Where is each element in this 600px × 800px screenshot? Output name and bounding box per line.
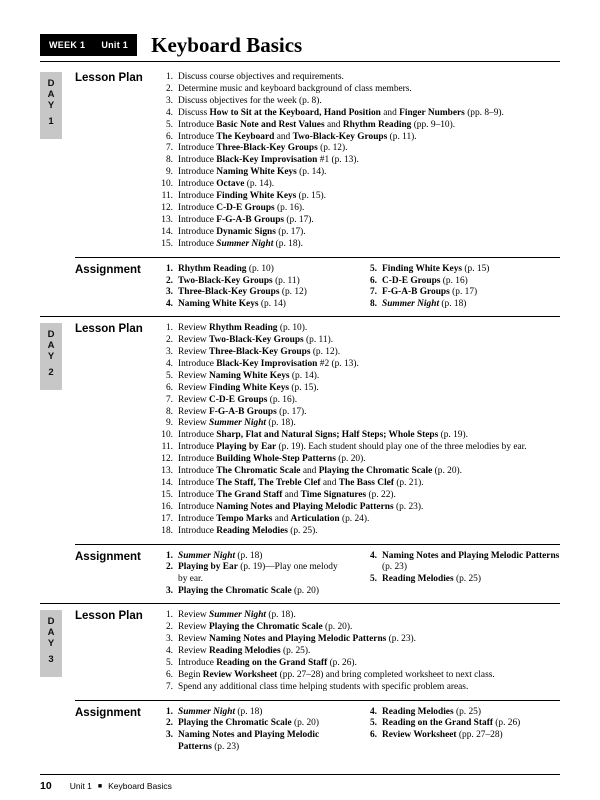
item-number: 6. [369, 730, 377, 741]
item-text: Introduce Black-Key Improvisation #1 (p. 13). [178, 155, 359, 166]
day-divider [40, 316, 560, 317]
item-number: 5. [165, 657, 173, 668]
item-number: 5. [369, 718, 377, 729]
item-text: Review Naming White Keys (p. 14). [178, 370, 320, 381]
item-number: 3. [165, 633, 173, 644]
item-number: 7. [165, 143, 173, 154]
item-number: 8. [165, 155, 173, 166]
assignment-item [157, 562, 349, 586]
item-text: Introduce Building Whole-Step Patterns (p. 20). [178, 454, 366, 465]
lesson-item [157, 132, 560, 144]
lesson-item [157, 72, 560, 84]
item-number: 5. [369, 263, 377, 274]
item-number: 4. [369, 706, 377, 717]
lesson-item [157, 610, 560, 622]
week-label: WEEK 1 [49, 40, 86, 50]
item-text: Naming Notes and Playing Melodic Patterns (p. 23) [178, 730, 320, 753]
lesson-item [157, 395, 560, 407]
item-text: Naming White Keys (p. 14) [178, 299, 286, 310]
item-number: 2. [165, 622, 173, 633]
item-number: 11. [161, 191, 173, 202]
item-text: Introduce Sharp, Flat and Natural Signs; Half Steps; Whole Steps (p. 19). [178, 430, 468, 441]
item-text: Review Rhythm Reading (p. 10). [178, 323, 308, 334]
item-number: 1. [165, 323, 173, 334]
assignment-columns [157, 551, 560, 599]
item-number: 17. [161, 513, 173, 524]
page-number: 10 [40, 780, 52, 792]
item-number: 6. [165, 669, 173, 680]
item-number: 9. [165, 418, 173, 429]
item-number: 3. [165, 95, 173, 106]
item-number: 3. [165, 586, 173, 597]
lesson-item [157, 371, 560, 383]
item-number: 7. [369, 287, 377, 298]
lesson-item [157, 430, 560, 442]
lesson-item [157, 203, 560, 215]
item-text: Introduce Dynamic Signs (p. 17). [178, 226, 306, 237]
assignment-columns [157, 264, 560, 312]
assignment-divider [75, 257, 560, 258]
item-text: C-D-E Groups (p. 16) [382, 275, 468, 286]
item-number: 7. [165, 394, 173, 405]
assignment-item [157, 718, 349, 730]
lesson-item [157, 179, 560, 191]
item-text: Introduce Three-Black-Key Groups (p. 12). [178, 143, 348, 154]
assignment-item [157, 299, 349, 311]
item-number: 5. [165, 119, 173, 130]
item-number: 8. [369, 299, 377, 310]
item-text: Introduce The Staff, The Treble Clef and The Bass Clef (p. 21). [178, 478, 424, 488]
item-text: Review F-G-A-B Groups (p. 17). [178, 406, 307, 417]
item-number: 4. [369, 550, 377, 561]
assignment-item [157, 264, 349, 276]
lesson-item [157, 454, 560, 466]
item-text: Review Summer Night (p. 18). [178, 418, 296, 429]
lesson-item [157, 108, 560, 120]
item-text: Rhythm Reading (p. 10) [178, 263, 274, 274]
item-text: Begin Review Worksheet (pp. 27–28) and bring completed worksheet to next class. [178, 669, 495, 680]
day-label-bar: D A Y 1 [40, 72, 62, 139]
lesson-item [157, 191, 560, 203]
item-number: 4. [165, 358, 173, 369]
assignment-item [361, 718, 560, 730]
item-number: 4. [165, 299, 173, 310]
assignment-item [157, 276, 349, 288]
item-text: Introduce Basic Note and Rest Values and Rhythm Reading (pp. 9–10). [178, 119, 456, 130]
lesson-item [157, 682, 560, 694]
lesson-item [157, 442, 560, 454]
item-text: Review Reading Melodies (p. 25). [178, 645, 311, 656]
assignment-item [361, 551, 560, 575]
assignment-item [361, 276, 560, 288]
lesson-item [157, 646, 560, 658]
day-content [75, 72, 560, 311]
unit-label: Unit 1 [101, 40, 129, 50]
assignment-heading: Assignment [75, 706, 141, 719]
item-number: 3. [165, 347, 173, 358]
lesson-item [157, 167, 560, 179]
assignment-heading: Assignment [75, 550, 141, 563]
item-text: Playing by Ear (p. 19)—Play one melody by ear. [178, 562, 338, 585]
item-number: 4. [165, 107, 173, 118]
item-text: Two-Black-Key Groups (p. 11) [178, 275, 300, 286]
item-number: 5. [165, 370, 173, 381]
assignment-item [361, 299, 560, 311]
assignment-list-right [361, 707, 560, 755]
item-text: Review Finding White Keys (p. 15). [178, 382, 319, 393]
lesson-item [157, 155, 560, 167]
day-content [75, 610, 560, 754]
days-container [40, 72, 560, 754]
assignment-divider [75, 700, 560, 701]
item-text: Introduce Black-Key Improvisation #2 (p. 13). [178, 358, 359, 369]
item-number: 1. [165, 72, 173, 82]
item-number: 5. [369, 574, 377, 585]
item-number: 1. [165, 550, 173, 561]
item-number: 12. [161, 454, 173, 465]
item-text: Discuss How to Sit at the Keyboard, Hand Position and Finger Numbers (pp. 8–9). [178, 107, 504, 118]
item-text: Finding White Keys (p. 15) [382, 263, 490, 274]
item-text: Summer Night (p. 18) [178, 550, 263, 561]
day-section [40, 323, 560, 598]
item-text: Reading Melodies (p. 25) [382, 574, 481, 585]
item-number: 7. [165, 681, 173, 692]
day-section [40, 72, 560, 311]
lesson-item [157, 634, 560, 646]
footer-title: Keyboard Basics [108, 781, 172, 791]
item-text: Introduce Naming White Keys (p. 14). [178, 167, 327, 178]
item-number: 14. [161, 226, 173, 237]
item-text: Playing the Chromatic Scale (p. 20) [178, 586, 319, 597]
item-number: 10. [161, 179, 173, 190]
day-label-bar: D A Y 2 [40, 323, 62, 390]
assignment-list-right [361, 264, 560, 312]
item-number: 10. [161, 430, 173, 441]
item-text: Introduce Naming Notes and Playing Melodic Patterns (p. 23). [178, 501, 424, 512]
item-text: Review Playing the Chromatic Scale (p. 20). [178, 622, 353, 633]
item-number: 6. [165, 131, 173, 142]
week-unit-badge [40, 34, 137, 56]
item-text: Playing the Chromatic Scale (p. 20) [178, 718, 319, 729]
item-text: Introduce Reading on the Grand Staff (p. 26). [178, 657, 357, 668]
lesson-plan-list [157, 72, 560, 251]
item-number: 3. [165, 287, 173, 298]
assignment-list-left [157, 551, 349, 599]
assignment-row [75, 707, 560, 755]
page-header [40, 34, 560, 56]
item-text: Introduce The Chromatic Scale and Playing the Chromatic Scale (p. 20). [178, 466, 463, 477]
assignment-item [361, 574, 560, 586]
assignment-heading: Assignment [75, 263, 141, 276]
item-text: Review C-D-E Groups (p. 16). [178, 394, 298, 405]
item-text: Introduce Summer Night (p. 18). [178, 238, 303, 249]
item-number: 6. [369, 275, 377, 286]
lesson-plan-row [75, 610, 560, 693]
lesson-plan-list [157, 610, 560, 693]
item-number: 9. [165, 167, 173, 178]
lesson-plan-list [157, 323, 560, 537]
item-text: Introduce Playing by Ear (p. 19). Each student should play one of the three melodies by ear. [178, 442, 527, 453]
lesson-item [157, 359, 560, 371]
item-text: Summer Night (p. 18) [178, 706, 263, 717]
lesson-item [157, 502, 560, 514]
lesson-item [157, 670, 560, 682]
item-text: Introduce C-D-E Groups (p. 16). [178, 202, 305, 213]
lesson-item [157, 622, 560, 634]
item-number: 1. [165, 610, 173, 621]
item-number: 12. [161, 202, 173, 213]
lesson-item [157, 84, 560, 96]
lesson-item [157, 490, 560, 502]
footer-rule [40, 774, 560, 775]
item-number: 14. [161, 478, 173, 488]
item-number: 15. [161, 238, 173, 249]
item-text: Introduce The Grand Staff and Time Signatures (p. 22). [178, 489, 396, 500]
item-text: Introduce Tempo Marks and Articulation (p. 24). [178, 513, 370, 524]
footer-unit: Unit 1 [69, 781, 92, 791]
lesson-item [157, 383, 560, 395]
assignment-item [361, 287, 560, 299]
assignment-item [157, 707, 349, 719]
page-footer [40, 774, 560, 792]
lesson-item [157, 658, 560, 670]
lesson-plan-heading: Lesson Plan [75, 72, 143, 84]
item-number: 4. [165, 645, 173, 656]
lesson-plan-heading: Lesson Plan [75, 610, 143, 623]
item-number: 2. [165, 83, 173, 94]
lesson-item [157, 143, 560, 155]
assignment-columns [157, 707, 560, 755]
item-number: 15. [161, 489, 173, 500]
item-number: 18. [161, 525, 173, 536]
item-text: Discuss course objectives and requirements. [178, 72, 344, 82]
day-divider [40, 603, 560, 604]
lesson-item [157, 120, 560, 132]
lesson-item [157, 466, 560, 478]
item-number: 13. [161, 466, 173, 477]
item-number: 13. [161, 214, 173, 225]
item-text: F-G-A-B Groups (p. 17) [382, 287, 478, 298]
lesson-item [157, 215, 560, 227]
item-text: Naming Notes and Playing Melodic Patterns (p. 23) [382, 550, 560, 573]
assignment-item [157, 586, 349, 598]
footer-text [40, 780, 560, 792]
item-number: 1. [165, 263, 173, 274]
item-text: Review Three-Black-Key Groups (p. 12). [178, 347, 341, 358]
assignment-item [361, 730, 560, 742]
assignment-divider [75, 544, 560, 545]
lesson-item [157, 418, 560, 430]
lesson-item [157, 96, 560, 108]
lesson-item [157, 514, 560, 526]
item-text: Review Summer Night (p. 18). [178, 610, 296, 621]
item-number: 2. [165, 275, 173, 286]
lesson-plan-heading: Lesson Plan [75, 323, 143, 336]
item-number: 6. [165, 382, 173, 393]
lesson-item [157, 335, 560, 347]
item-number: 11. [161, 442, 173, 453]
assignment-list-left [157, 264, 349, 312]
lesson-item [157, 239, 560, 251]
item-text: Introduce Reading Melodies (p. 25). [178, 525, 318, 536]
item-number: 8. [165, 406, 173, 417]
item-number: 16. [161, 501, 173, 512]
lesson-plan-row [75, 323, 560, 537]
square-bullet-icon: ■ [97, 782, 103, 790]
item-text: Summer Night (p. 18) [382, 299, 467, 310]
item-number: 2. [165, 562, 173, 573]
assignment-row [75, 264, 560, 312]
assignment-item [157, 287, 349, 299]
item-number: 2. [165, 718, 173, 729]
day-content [75, 323, 560, 598]
assignment-list-right [361, 551, 560, 599]
assignment-row [75, 551, 560, 599]
item-text: Review Two-Black-Key Groups (p. 11). [178, 335, 334, 346]
assignment-item [157, 730, 349, 754]
lesson-item [157, 227, 560, 239]
day-label-bar: D A Y 3 [40, 610, 62, 677]
header-rule [40, 61, 560, 62]
assignment-item [157, 551, 349, 563]
item-text: Three-Black-Key Groups (p. 12) [178, 287, 307, 298]
item-text: Introduce F-G-A-B Groups (p. 17). [178, 214, 314, 225]
assignment-item [361, 264, 560, 276]
lesson-item [157, 407, 560, 419]
item-text: Introduce Octave (p. 14). [178, 179, 275, 190]
item-text: Determine music and keyboard background of class members. [178, 83, 412, 94]
item-text: Review Worksheet (pp. 27–28) [382, 730, 503, 741]
assignment-item [361, 707, 560, 719]
item-text: Reading Melodies (p. 25) [382, 706, 481, 717]
day-section [40, 610, 560, 754]
item-number: 1. [165, 706, 173, 717]
item-text: Introduce Finding White Keys (p. 15). [178, 191, 327, 202]
item-text: Introduce The Keyboard and Two-Black-Key Groups (p. 11). [178, 131, 417, 142]
lesson-item [157, 347, 560, 359]
item-text: Discuss objectives for the week (p. 8). [178, 95, 322, 106]
page-title: Keyboard Basics [151, 32, 303, 57]
item-text: Reading on the Grand Staff (p. 26) [382, 718, 521, 729]
lesson-item [157, 526, 560, 538]
lesson-item [157, 478, 560, 490]
item-text: Review Naming Notes and Playing Melodic Patterns (p. 23). [178, 633, 417, 644]
lesson-item [157, 323, 560, 335]
item-number: 2. [165, 335, 173, 346]
item-number: 3. [165, 730, 173, 741]
item-text: Spend any additional class time helping students with specific problem areas. [178, 681, 469, 692]
lesson-plan-row [75, 72, 560, 251]
assignment-list-left [157, 707, 349, 755]
